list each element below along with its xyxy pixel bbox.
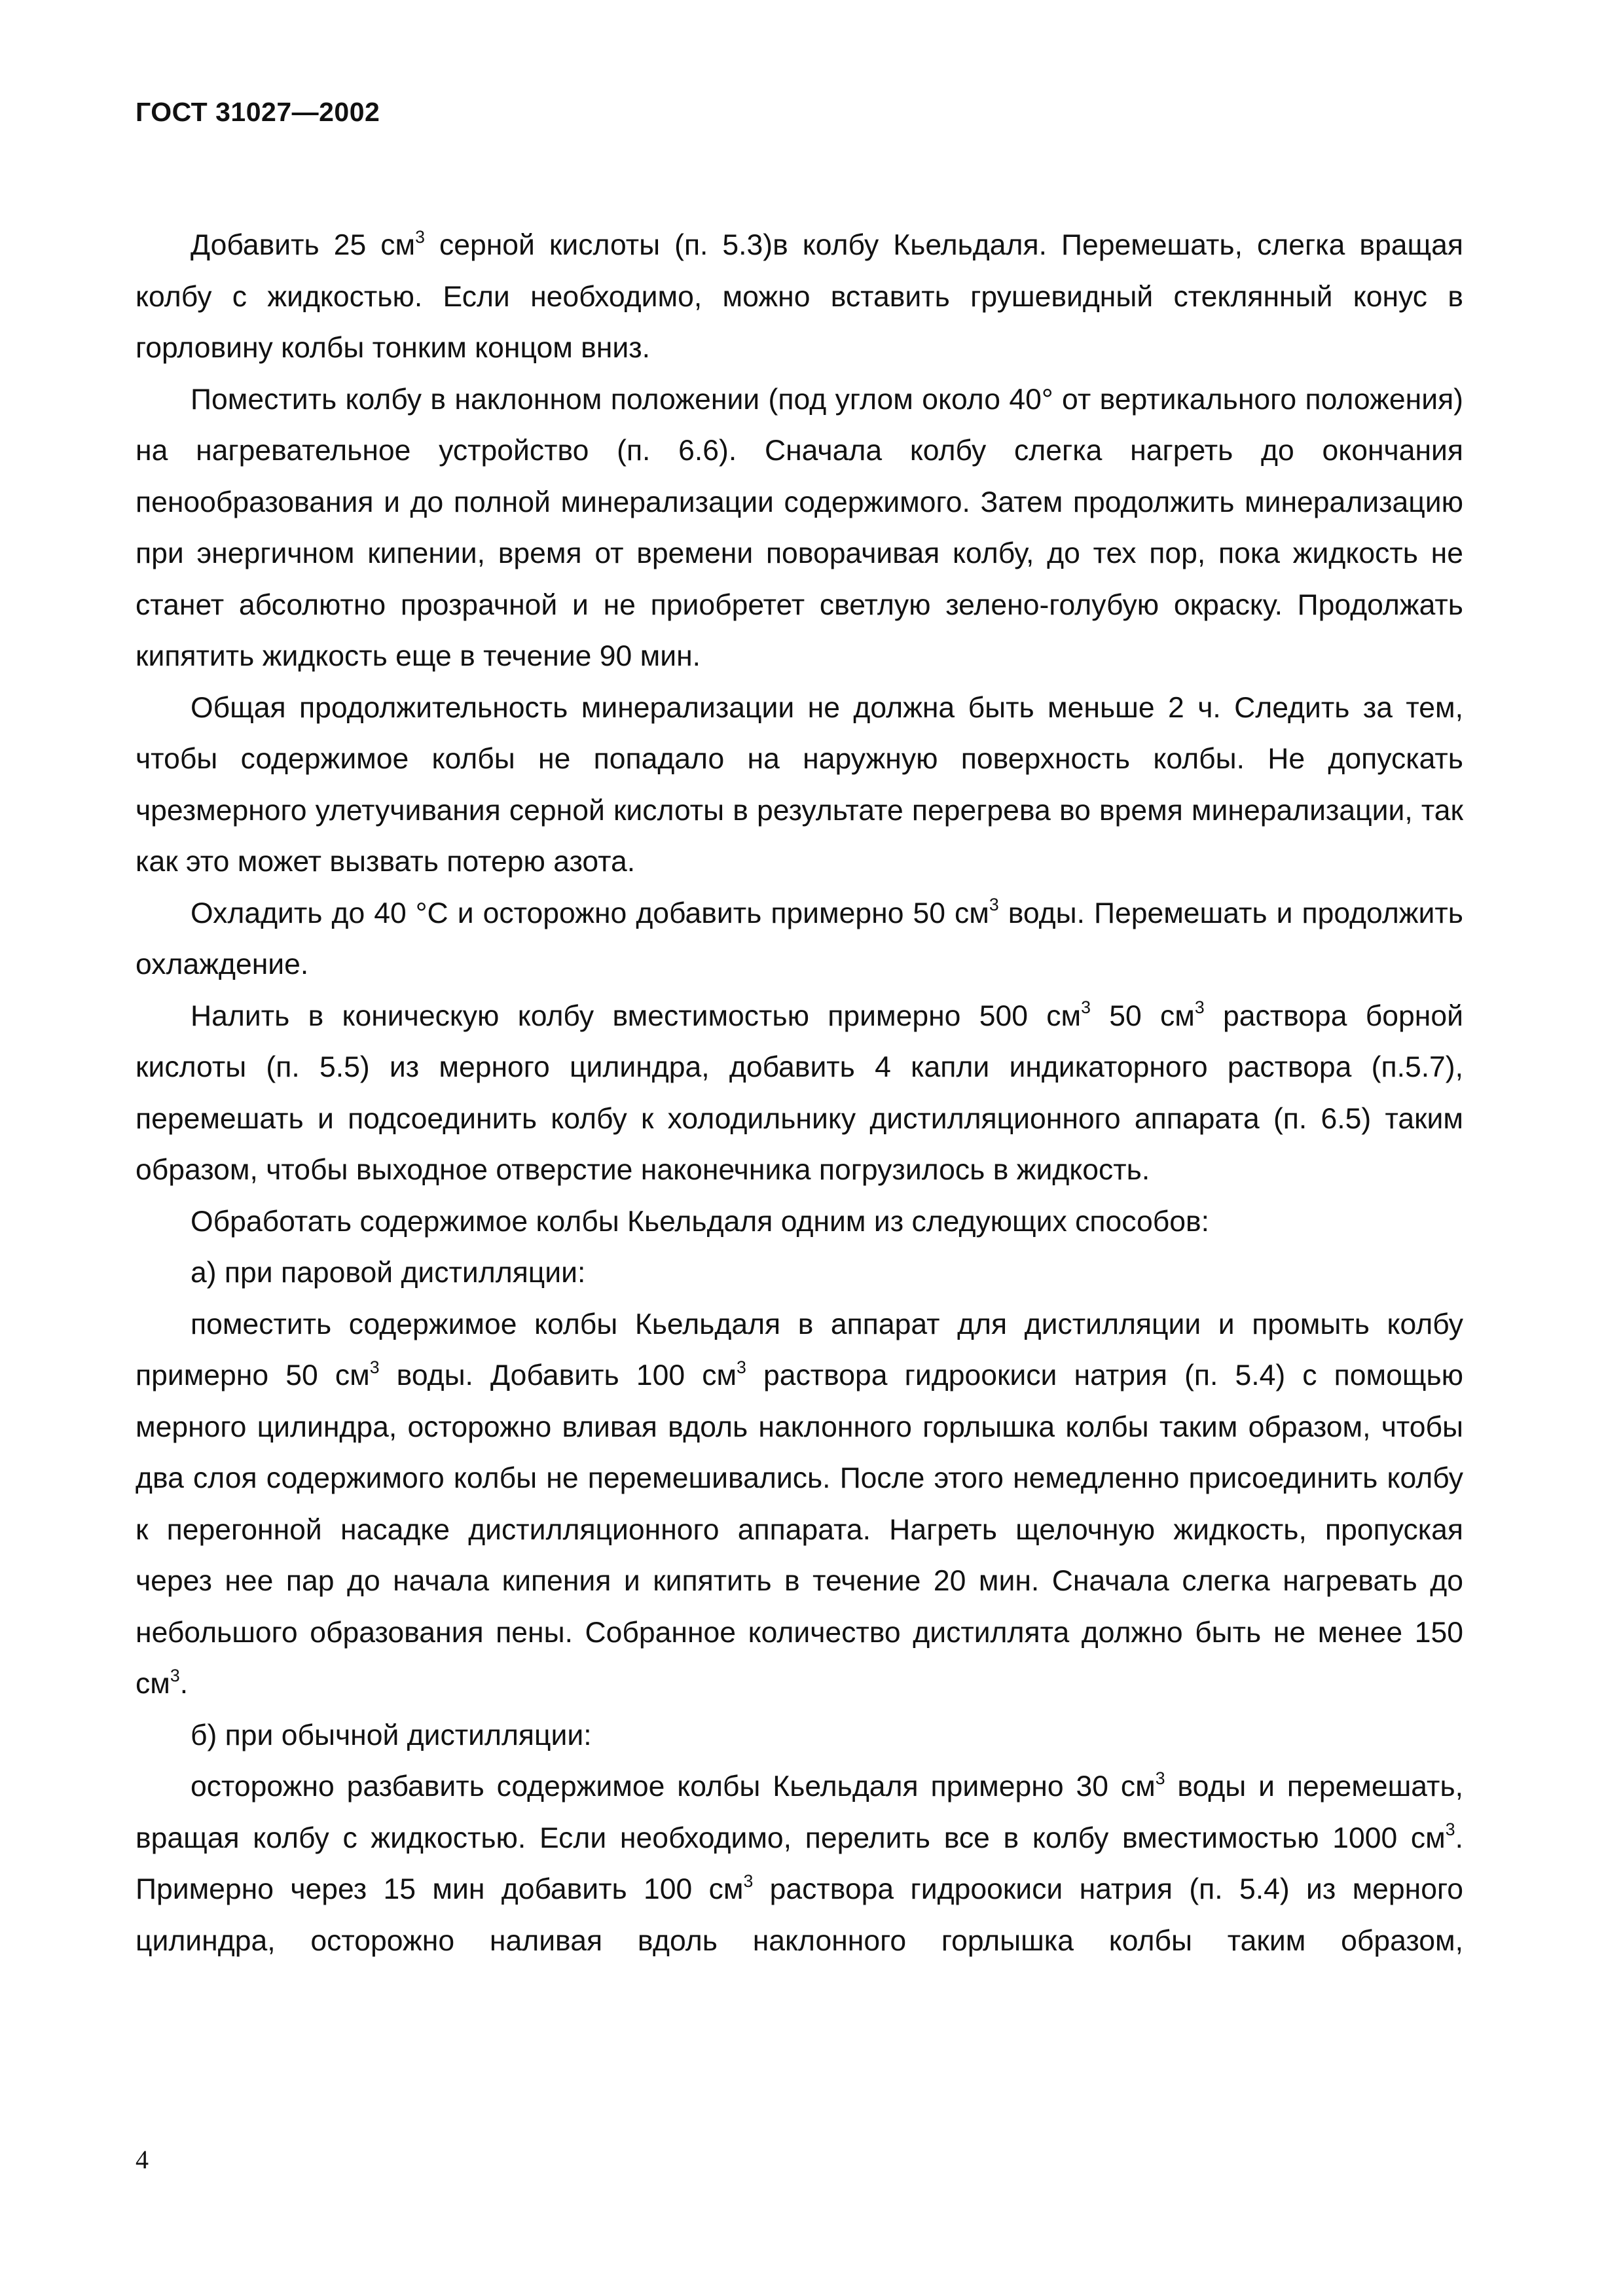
document-body — [136, 220, 1463, 1967]
paragraph-boric-acid: Налить в коническую колбу вместимостью примерно 500 $см^3$ 50 $см^3$ раствора борной кислоты (п. 5.5) из мерного цилиндра, добавить 4 капли индикаторного раствора (п.5.7), перемешать и подсоединить колбу к холодильнику дистилляционного аппарата (п. 6.5) таким образом, чтобы выходное отверстие наконечника погрузилось в жидкость. — [136, 997, 1463, 1186]
paragraph-ordinary-distillation: осторожно разбавить содержимое колбы Кьельдаля примерно 30 $см^3$ воды и перемешать, вращая колбу с жидкостью. Если необходимо, перелить все в колбу вместимостью 1000 $см^3$. Примерно через 15 мин добавить 100 $см^3$ раствора гидроокиси натрия (п. 5.4) из мерного цилиндра, осторожно наливая вдоль наклонного горлышка колбы таким образом, — [136, 1768, 1463, 1957]
paragraph-steam-distillation: поместить содержимое колбы Кьельдаля в аппарат для дистилляции и промыть колбу примерно 50 $см^3$ воды. Добавить 100 $см^3$ раствора гидроокиси натрия (п. 5.4) с помощью мерного цилиндра, осторожно вливая вдоль наклонного горлышка колбы таким образом, чтобы два слоя содержимого колбы не перемешивались. После этого немедленно присоединить колбу к перегонной насадке дистилляционного аппарата. Нагреть щелочную жидкость, пропуская через нее пар до начала кипения и кипятить в течение 20 мин. Сначала слегка нагревать до небольшого образования пены. Собранное количество дистиллята должно быть не менее 150 $см^3$. — [136, 1308, 1464, 1700]
paragraph-processing-methods: Обработать содержимое колбы Кьельдаля одним из следующих способов: — [191, 1205, 1209, 1238]
paragraph-heating: Поместить колбу в наклонном положении (под углом около 40° от вертикального положения) на нагревательное устройство (п. 6.6). Сначала колбу слегка нагреть до окончания пенообразования и до полной минерализации содержимого. Затем продолжить минерализацию при энергичном кипении, время от времени поворачивая колбу, до тех пор, пока жидкость не станет абсолютно прозрачной и не приобретет светлую зелено-голубую окраску. Продолжать кипятить жидкость еще в течение 90 мин. — [136, 383, 1463, 672]
paragraph-mineralization-duration: Общая продолжительность минерализации не должна быть меньше 2 ч. Следить за тем, чтобы содержимое колбы не попадало на наружную поверхность колбы. Не допускать чрезмерного улетучивания серной кислоты в результате перегрева во время минерализации, так как это может вызвать потерю азота. — [136, 691, 1463, 878]
page-number: 4 — [136, 2145, 149, 2174]
paragraph-add-sulfuric-acid: Добавить 25 $см^3$ серной кислоты (п. 5.3)в колбу Кьельдаля. Перемешать, слегка вращая колбу с жидкостью. Если необходимо, можно вставить грушевидный стеклянный конус в горловину колбы тонким концом вниз. — [136, 226, 1464, 364]
document-header: ГОСТ 31027—2002 — [136, 97, 380, 127]
paragraph-steam-distillation-heading: а) при паровой дистилляции: — [191, 1257, 586, 1289]
paragraph-ordinary-distillation-heading: б) при обычной дистилляции: — [191, 1719, 592, 1751]
paragraph-cooling: Охладить до 40 °С и осторожно добавить примерно 50 $см^3$ воды. Перемешать и продолжить охлаждение. — [136, 895, 1463, 980]
